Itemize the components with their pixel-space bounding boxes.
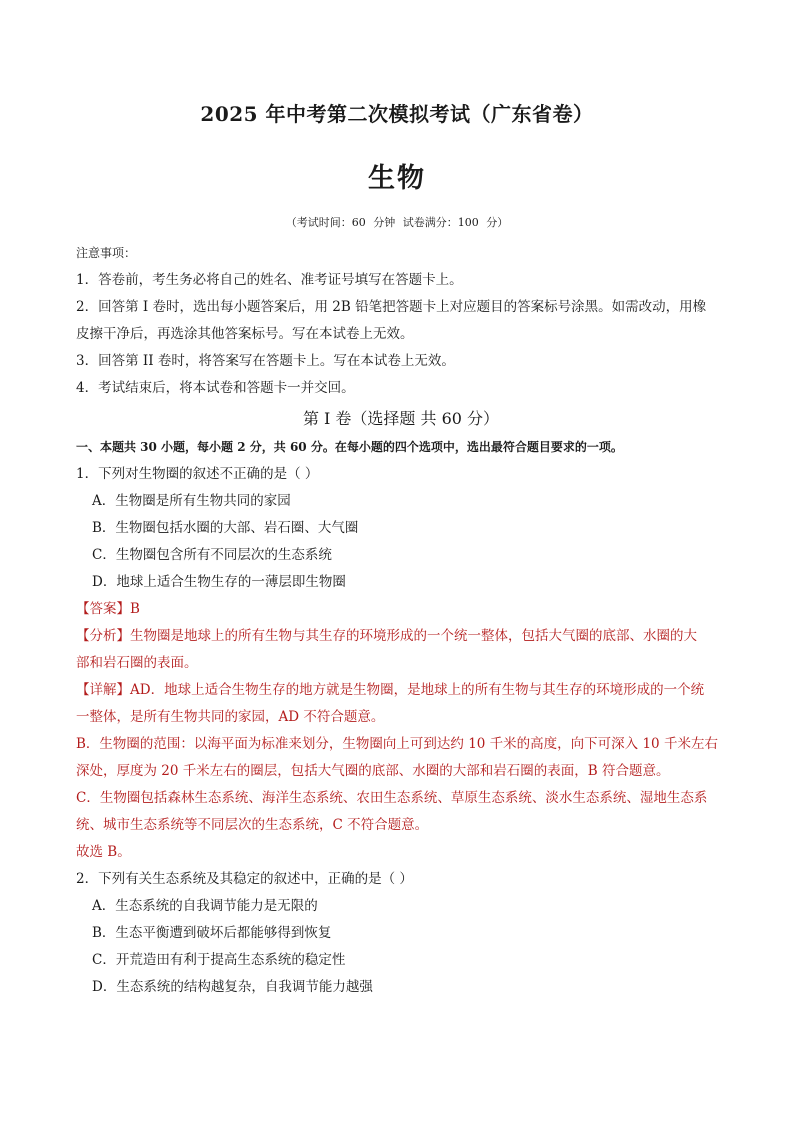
- question-1-answer: 【答案】B: [76, 601, 140, 617]
- analysis-text: 生物圈是地球上的所有生物与其生存的环境形成的一个统一整体，包括大气圈的底部、水圈的大: [130, 628, 697, 644]
- question-2-option-a: A．生态系统的自我调节能力是无限的: [92, 898, 318, 914]
- exam-time-info: （考试时间：60 分钟 试卷满分：100 分）: [285, 216, 509, 229]
- detail-text: AD．地球上适合生物生存的地方就是生物圈，是地球上的所有生物与其生存的环境形成的一个统: [130, 682, 705, 698]
- section-instruction: 一、本题共 30 小题，每小题 2 分，共 60 分。在每小题的四个选项中，选出最符合题目要求的一项。: [76, 440, 623, 454]
- exam-body: [76, 240, 726, 1001]
- question-2-option-b: B．生态平衡遭到破坏后都能够得到恢复: [92, 925, 332, 941]
- question-2-stem: 2．下列有关生态系统及其稳定的叙述中，正确的是（ ）: [76, 871, 413, 887]
- detail-tag: 【详解】: [76, 682, 130, 698]
- question-2-option-c: C．开荒造田有利于提高生态系统的稳定性: [92, 952, 346, 968]
- notice-item: 1．答卷前，考生务必将自己的姓名、准考证号填写在答题卡上。: [76, 272, 463, 288]
- question-1-option-c: C．生物圈包含所有不同层次的生态系统: [92, 547, 332, 563]
- question-1-option-d: D．地球上适合生物生存的一薄层即生物圈: [92, 574, 346, 590]
- notice-item: 3．回答第 II 卷时，将答案写在答题卡上。写在本试卷上无效。: [76, 353, 455, 369]
- notice-heading: 注意事项：: [76, 246, 137, 260]
- exam-title: 2025 年中考第二次模拟考试（广东省卷）: [200, 102, 594, 126]
- question-1-detail-b-cont: 深处，厚度为 20 千米左右的圈层，包括大气圈的底部、水圈的大部和岩石圈的表面，B 符合题意。: [76, 763, 670, 779]
- question-1-analysis: [76, 623, 726, 650]
- question-1-conclusion: 故选 B。: [76, 844, 131, 860]
- question-1-detail-cont: 一整体，是所有生物共同的家园，AD 不符合题意。: [76, 709, 385, 725]
- analysis-tag: 【分析】: [76, 628, 130, 644]
- question-1-detail-b: B．生物圈的范围：以海平面为标准来划分，生物圈向上可到达约 10 千米的高度，向下可深入 10 千米左右: [76, 736, 718, 752]
- question-1-analysis-cont: 部和岩石圈的表面。: [76, 655, 198, 671]
- section-title: 第 I 卷（选择题 共 60 分）: [302, 409, 500, 428]
- question-2-option-d: D．生态系统的结构越复杂，自我调节能力越强: [92, 979, 373, 995]
- question-1-stem: 1．下列对生物圈的叙述不正确的是（ ）: [76, 466, 319, 482]
- notice-item: 皮擦干净后，再选涂其他答案标号。写在本试卷上无效。: [76, 326, 414, 342]
- notice-item: 2．回答第 I 卷时，选出每小题答案后，用 2B 铅笔把答题卡上对应题目的答案标号涂黑。如需改动，用橡: [76, 299, 707, 315]
- question-1-option-a: A．生物圈是所有生物共同的家园: [92, 493, 291, 509]
- question-1-option-b: B．生物圈包括水圈的大部、岩石圈、大气圈: [92, 520, 359, 536]
- question-1-detail-c: C．生物圈包括森林生态系统、海洋生态系统、农田生态系统、草原生态系统、淡水生态系统、湿地生态系: [76, 790, 708, 806]
- subject-title: 生物: [368, 163, 426, 194]
- question-1-detail-c-cont: 统、城市生态系统等不同层次的生态系统，C 不符合题意。: [76, 817, 429, 833]
- question-1-detail: [76, 677, 726, 704]
- notice-item: 4．考试结束后，将本试卷和答题卡一并交回。: [76, 380, 355, 396]
